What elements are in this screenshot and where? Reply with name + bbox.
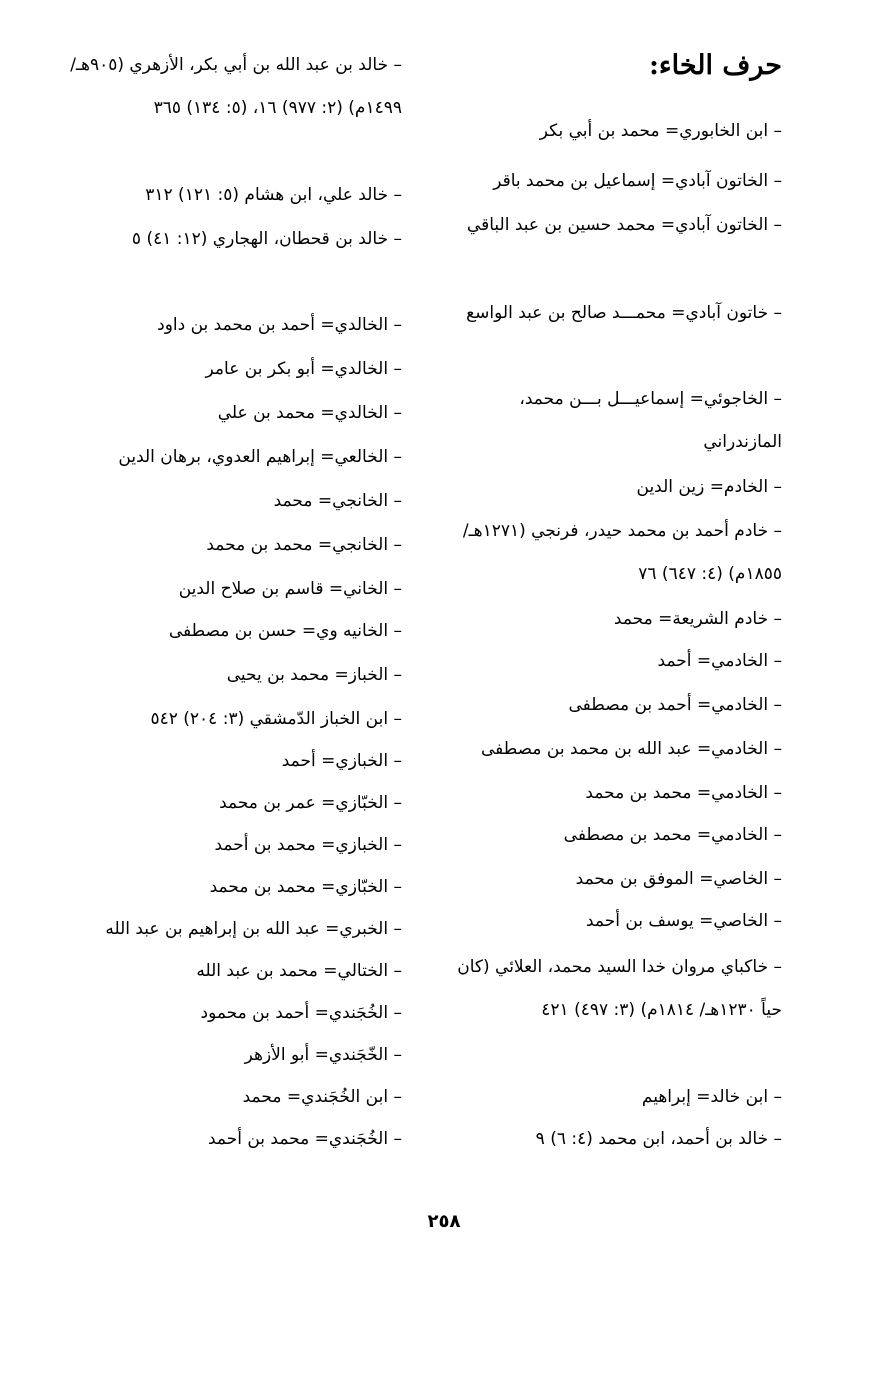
index-entry: – الخادم= زين الدين bbox=[440, 466, 782, 509]
section-heading: حرف الخاء: bbox=[648, 50, 782, 81]
index-entry: – الخانيه وي= حسن بن مصطفى bbox=[70, 610, 402, 653]
index-entry: – الخادمي= أحمد بن مصطفى bbox=[440, 684, 782, 727]
index-entry: – خالد علي، ابن هشام (٥: ١٢١) ٣١٢ bbox=[70, 174, 402, 217]
index-entry: – الخالدي= أحمد بن محمد بن داود bbox=[70, 304, 402, 347]
index-entry: – ابن الخُجَندي= محمد bbox=[70, 1076, 402, 1119]
index-entry: – خادم الشريعة= محمد bbox=[440, 598, 782, 641]
index-entry: – الخاتون آبادي= محمد حسين بن عبد الباقي bbox=[440, 204, 782, 247]
index-entry: – الختالي= محمد بن عبد الله bbox=[70, 950, 402, 993]
index-entry: – الخبازي= محمد بن أحمد bbox=[70, 824, 402, 867]
index-entry: – الخانجي= محمد bbox=[70, 480, 402, 523]
index-entry: – الخباز= محمد بن يحيى bbox=[70, 654, 402, 697]
index-entry: – الخبّازي= محمد بن محمد bbox=[70, 866, 402, 909]
index-entry: – ابن الخباز الدّمشقي (٣: ٢٠٤) ٥٤٢ bbox=[70, 698, 402, 741]
index-entry: – الخُجَندي= أحمد بن محمود bbox=[70, 992, 402, 1035]
index-entry: – الخادمي= محمد بن محمد bbox=[440, 772, 782, 815]
index-entry: – الخاصي= يوسف بن أحمد bbox=[440, 900, 782, 943]
index-entry: – خادم أحمد بن محمد حيدر، فرنجي (١٢٧١هـ/ ١٨٥٥م) (٤: ٦٤٧) ٧٦ bbox=[440, 510, 782, 596]
index-entry: – الخانجي= محمد بن محمد bbox=[70, 524, 402, 567]
index-entry: – الخالدي= محمد بن علي bbox=[70, 392, 402, 435]
index-entry: – الخالدي= أبو بكر بن عامر bbox=[70, 348, 402, 391]
index-entry: – الخبّازي= عمر بن محمد bbox=[70, 782, 402, 825]
index-entry: – الخاصي= الموفق بن محمد bbox=[440, 858, 782, 901]
index-entry: – خاتون آبادي= محمـــد صالح بن عبد الواسع bbox=[440, 292, 782, 335]
index-entry: – الخاجوئي= إسماعيـــل بـــن محمد، المازندراني bbox=[440, 378, 782, 464]
index-entry: – خالد بن أحمد، ابن محمد (٤: ٦) ٩ bbox=[440, 1118, 782, 1161]
index-entry: – الخادمي= محمد بن مصطفى bbox=[440, 814, 782, 857]
index-entry: – خالد بن قحطان، الهجاري (١٢: ٤١) ٥ bbox=[70, 218, 402, 261]
index-entry: – الخُجَندي= محمد بن أحمد bbox=[70, 1118, 402, 1161]
index-entry: – الخّجَندي= أبو الأزهر bbox=[70, 1034, 402, 1077]
index-entry: – الخادمي= عبد الله بن محمد بن مصطفى bbox=[440, 728, 782, 771]
index-entry: – الخبازي= أحمد bbox=[70, 740, 402, 783]
index-entry: – الخاتون آبادي= إسماعيل بن محمد باقر bbox=[440, 160, 782, 203]
index-entry: – الخالعي= إبراهيم العدوي، برهان الدين bbox=[70, 436, 402, 479]
index-entry: – خاكباي مروان خدا السيد محمد، العلائي (كان حياً ١٢٣٠هـ/ ١٨١٤م) (٣: ٤٩٧) ٤٢١ bbox=[440, 946, 782, 1032]
index-entry: – الخاني= قاسم بن صلاح الدين bbox=[70, 568, 402, 611]
index-entry: – ابن خالد= إبراهيم bbox=[440, 1076, 782, 1119]
index-entry: – ابن الخابوري= محمد بن أبي بكر bbox=[440, 110, 782, 153]
index-entry: – خالد بن عبد الله بن أبي بكر، الأزهري (٩٠٥هـ/ ١٤٩٩م) (٢: ٩٧٧) ١٦، (٥: ١٣٤) ٣٦٥ bbox=[70, 44, 402, 130]
page-number: ٢٥٨ bbox=[427, 1211, 461, 1232]
index-entry: – الخبري= عبد الله بن إبراهيم بن عبد الله bbox=[70, 908, 402, 951]
index-entry: – الخادمي= أحمد bbox=[440, 640, 782, 683]
